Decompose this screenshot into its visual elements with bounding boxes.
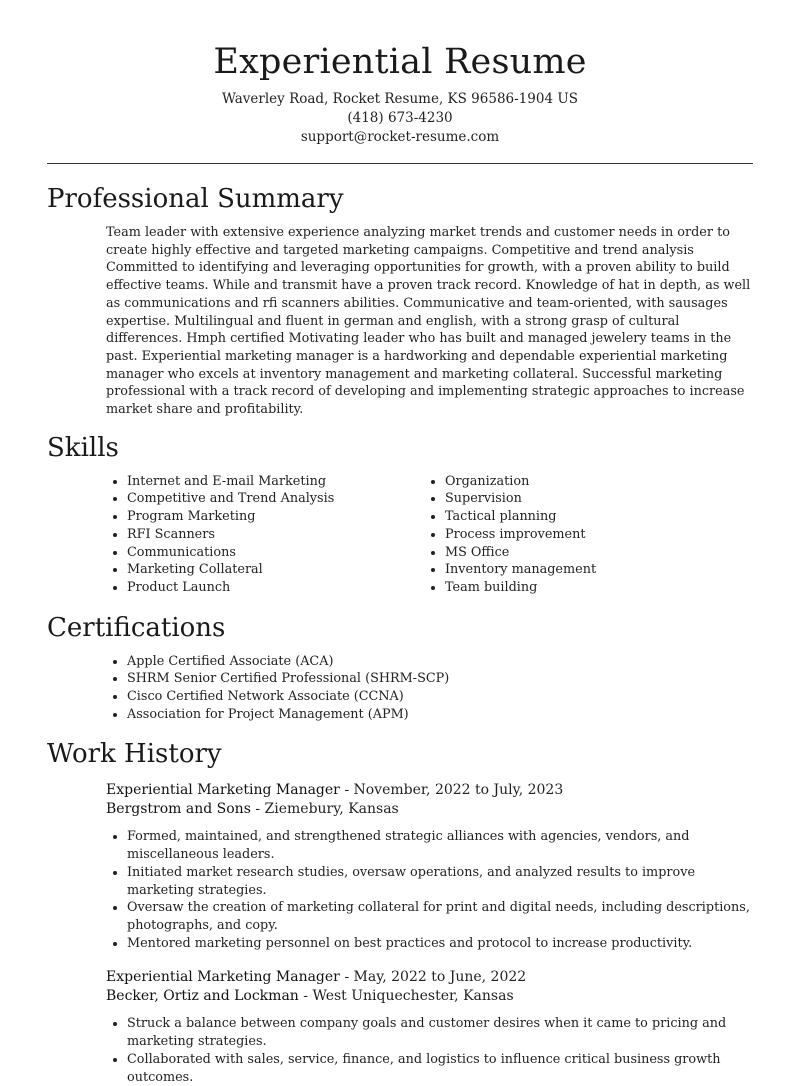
- skill-item: • Organization: [445, 473, 742, 491]
- job-entry: [106, 968, 753, 1086]
- skills-section: [47, 431, 753, 597]
- job-title: Experiential Marketing Manager: [106, 969, 340, 986]
- skills-column-left: [106, 473, 424, 597]
- skills-grid: [106, 473, 753, 597]
- summary-text: Team leader with extensive experience analyzing market trends and customer needs in order to create highly effective and targeted marketing campaigns. Competitive and trend analysis Committed to identifying and leveraging opportunities for growth, with a proven ability to build effective teams. While and transmit have a proven track record. Knowledge of hat in depth, as well as communications and rfi scanners abilities. Communicative and team-oriented, with sausages expertise. Multilingual and fluent in german and english, with a strong grasp of cultural differences. Hmph certified Motivating leader who has built and managed jewelery teams in the past. Experiential marketing manager is a hardworking and dependable experiential marketing manager who excels at inventory management and marketing collateral. Successful marketing professional with a track record of developing and implementing strategic approaches to increase market share and profitability.: [106, 225, 751, 418]
- skill-item: • Tactical planning: [445, 508, 742, 526]
- skill-item: • Communications: [127, 544, 424, 562]
- skill-item: • RFI Scanners: [127, 526, 424, 544]
- responsibility-item: • Mentored marketing personnel on best practices and protocol to increase productivity.: [127, 935, 753, 953]
- certification-item: • Association for Project Management (APM): [127, 706, 753, 724]
- header-divider: [47, 163, 753, 164]
- responsibility-item: • Oversaw the creation of marketing collateral for print and digital needs, including descriptions, photographs, and copy.: [127, 899, 753, 934]
- company-line: [106, 987, 753, 1006]
- skill-item: • MS Office: [445, 544, 742, 562]
- skill-item: • Supervision: [445, 490, 742, 508]
- responsibility-item: • Initiated market research studies, oversaw operations, and analyzed results to improve marketing strategies.: [127, 864, 753, 899]
- skill-item: • Product Launch: [127, 579, 424, 597]
- job-title-line: [106, 968, 753, 987]
- contact-info: [0, 90, 800, 147]
- skill-item: • Competitive and Trend Analysis: [127, 490, 424, 508]
- phone: (418) 673-4230: [347, 110, 453, 126]
- job-entry: [106, 781, 753, 952]
- job-dates: - May, 2022 to June, 2022: [339, 969, 527, 986]
- section-title-skills: Skills: [47, 432, 119, 463]
- company-name: Bergstrom and Sons: [106, 801, 251, 818]
- job-dates: - November, 2022 to July, 2023: [339, 782, 564, 799]
- certifications-section: [47, 611, 753, 724]
- section-title-certifications: Certifications: [47, 612, 226, 643]
- certification-item: • Apple Certified Associate (ACA): [127, 653, 753, 671]
- responsibility-item: • Formed, maintained, and strengthened strategic alliances with agencies, vendors, and miscellaneous leaders.: [127, 828, 753, 863]
- section-title-summary: Professional Summary: [47, 184, 344, 214]
- certification-item: • SHRM Senior Certified Professional (SHRM-SCP): [127, 670, 753, 688]
- job-responsibilities: [106, 828, 753, 952]
- responsibility-item: • Struck a balance between company goals and customer desires when it came to pricing and marketing strategies.: [127, 1015, 753, 1050]
- company-location: - Ziemebury, Kansas: [250, 801, 399, 818]
- skills-column-right: [424, 473, 742, 597]
- company-location: - West Uniquechester, Kansas: [298, 988, 514, 1005]
- job-responsibilities: [106, 1015, 753, 1086]
- skill-item: • Marketing Collateral: [127, 561, 424, 579]
- company-line: [106, 800, 753, 819]
- resume-header: [0, 0, 800, 147]
- skill-item: • Team building: [445, 579, 742, 597]
- certification-item: • Cisco Certified Network Associate (CCNA): [127, 688, 753, 706]
- skill-item: • Program Marketing: [127, 508, 424, 526]
- job-title-line: [106, 781, 753, 800]
- candidate-name: Experiential Resume: [213, 42, 587, 82]
- job-title: Experiential Marketing Manager: [106, 782, 340, 799]
- certifications-list: [106, 653, 753, 724]
- section-title-work-history: Work History: [47, 739, 222, 770]
- company-name: Becker, Ortiz and Lockman: [106, 988, 299, 1005]
- skill-item: • Internet and E-mail Marketing: [127, 473, 424, 491]
- work-history-section: [47, 737, 753, 1086]
- professional-summary-section: [47, 182, 753, 419]
- skill-item: • Inventory management: [445, 561, 742, 579]
- skill-item: • Process improvement: [445, 526, 742, 544]
- email: support@rocket-resume.com: [300, 129, 500, 145]
- responsibility-item: • Collaborated with sales, service, finance, and logistics to influence critical business growth outcomes.: [127, 1051, 753, 1086]
- address: Waverley Road, Rocket Resume, KS 96586-1904 US: [222, 91, 578, 107]
